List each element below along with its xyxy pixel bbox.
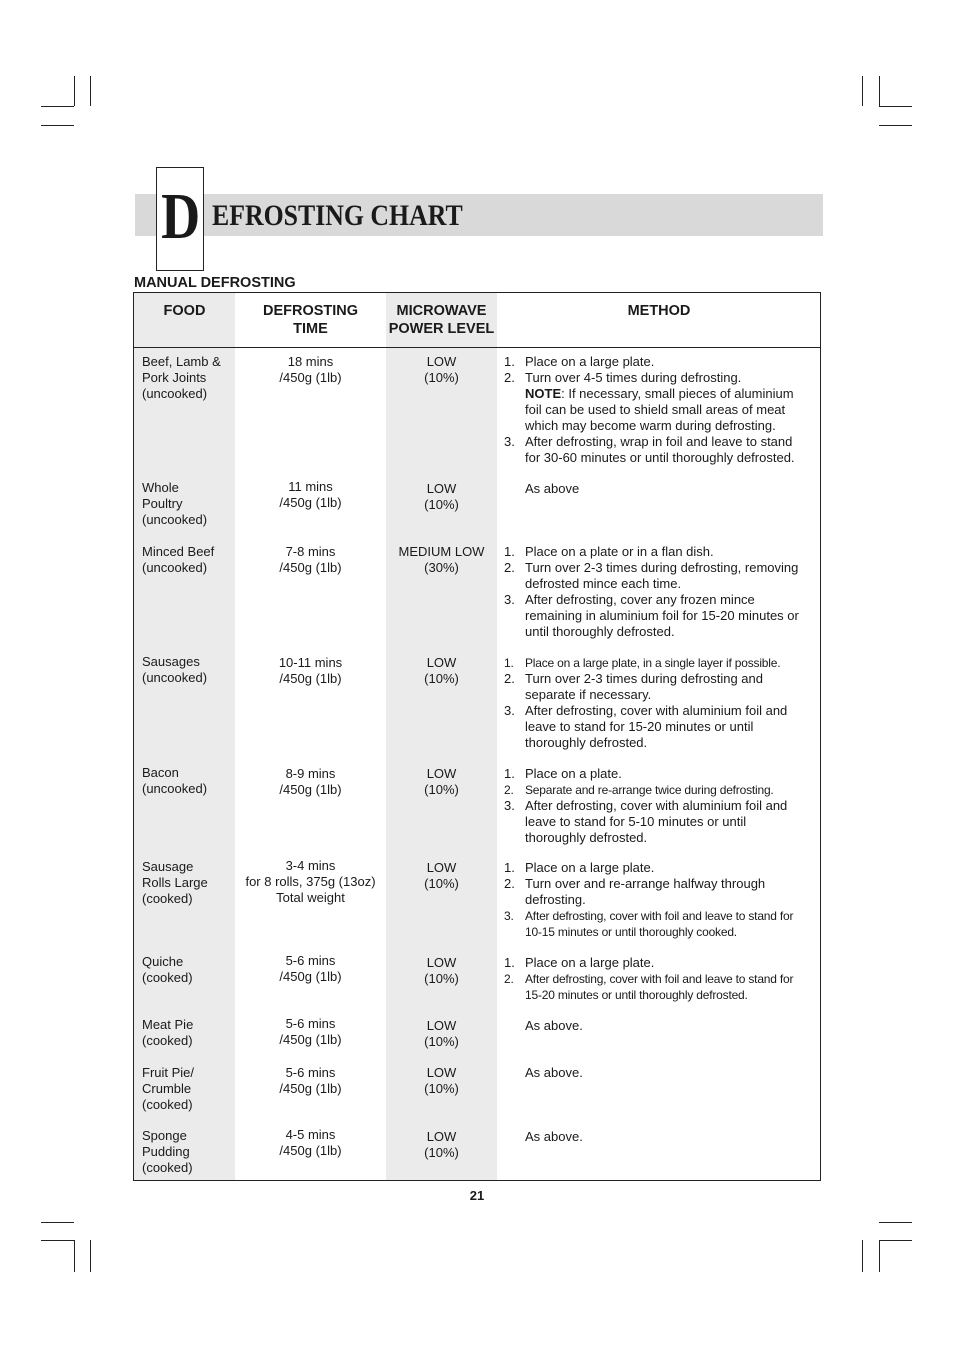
method-step: 3. After defrosting, cover with foil and leave to stand for 10-15 minutes or until thoroughly cooked. (504, 909, 794, 939)
method-note: NOTE: If necessary, small pieces of aluminium foil can be used to shield small areas of meat which may become warm during defrosting. (525, 386, 794, 433)
time-cell: 4-5 mins /450g (1lb) (279, 1127, 342, 1158)
method-step: As above. (525, 1018, 583, 1033)
method-step: 3. After defrosting, cover with aluminium foil and leave to stand for 15-20 minutes or until thoroughly defrosted. (504, 703, 788, 750)
method-cell (504, 655, 816, 751)
method-step: As above (525, 481, 580, 496)
method-step: 2. Turn over 2-3 times during defrosting, removing defrosted mince each time. (504, 560, 799, 591)
method-step: 1. Place on a plate or in a flan dish. (504, 544, 714, 559)
crop-mark (74, 1240, 75, 1272)
crop-mark (879, 1240, 912, 1241)
food-cell: Meat Pie (cooked) (142, 1017, 194, 1048)
power-cell: LOW (10%) (424, 655, 459, 686)
defrosting-table (133, 292, 821, 1181)
power-cell: LOW (10%) (424, 1129, 459, 1160)
crop-mark (862, 1240, 863, 1272)
method-cell (504, 766, 816, 846)
power-cell: LOW (10%) (424, 1065, 459, 1096)
method-cell (504, 1129, 816, 1145)
crop-mark (879, 1240, 880, 1272)
power-cell: LOW (10%) (424, 1018, 459, 1049)
crop-mark (41, 125, 74, 126)
method-step: 1. Place on a large plate. (504, 354, 655, 369)
method-step: 2. Turn over 2-3 times during defrosting and separate if necessary. (504, 671, 763, 702)
method-cell (504, 1065, 816, 1081)
method-cell (504, 955, 816, 1003)
method-step: 1. Place on a large plate, in a single layer if possible. (504, 656, 781, 670)
power-cell: MEDIUM LOW (30%) (398, 544, 485, 575)
power-cell: LOW (10%) (424, 955, 459, 986)
food-cell: Beef, Lamb & Pork Joints (uncooked) (142, 354, 221, 401)
crop-mark (879, 106, 912, 107)
column-header-method: METHOD (627, 303, 691, 319)
food-cell: Quiche (cooked) (142, 954, 193, 985)
power-cell: LOW (10%) (424, 766, 459, 797)
method-step: 1. Place on a large plate. (504, 860, 655, 875)
column-header-time: DEFROSTING TIME (262, 303, 359, 337)
method-step: 2. Turn over 4-5 times during defrosting. (504, 370, 742, 385)
page-title: EFROSTING CHART (212, 199, 463, 232)
crop-mark (879, 1222, 912, 1223)
crop-mark (90, 1240, 91, 1272)
food-cell: Whole Poultry (uncooked) (142, 480, 208, 527)
food-cell: Sponge Pudding (cooked) (142, 1128, 193, 1175)
method-cell (504, 481, 816, 497)
time-cell: 11 mins /450g (1lb) (279, 479, 342, 510)
time-cell: 10-11 mins /450g (1lb) (278, 655, 343, 686)
time-cell: 18 mins /450g (1lb) (279, 354, 342, 385)
page-number: 21 (469, 1188, 485, 1203)
time-cell: 5-6 mins /450g (1lb) (279, 1016, 342, 1047)
power-cell: LOW (10%) (424, 354, 459, 385)
food-cell: Sausage Rolls Large (cooked) (142, 859, 208, 906)
crop-mark (862, 76, 863, 106)
crop-mark (41, 106, 74, 107)
crop-mark (879, 76, 880, 106)
food-cell: Fruit Pie/ Crumble (cooked) (142, 1065, 195, 1112)
crop-mark (879, 125, 912, 126)
method-step: 3. After defrosting, wrap in foil and leave to stand for 30-60 minutes or until thoroughly defrosted. (504, 434, 795, 465)
crop-mark (90, 76, 91, 106)
method-step: 2. After defrosting, cover with foil and leave to stand for 15-20 minutes or until thoroughly defrosted. (504, 972, 794, 1002)
note-label: NOTE (525, 386, 562, 401)
power-cell: LOW (10%) (424, 481, 459, 512)
method-cell (504, 1018, 816, 1034)
method-step: As above. (525, 1065, 583, 1080)
method-step: 1. Place on a large plate. (504, 955, 655, 970)
food-cell: Minced Beef (uncooked) (142, 544, 215, 575)
time-cell: 8-9 mins /450g (1lb) (279, 766, 342, 797)
column-header-power: MICROWAVE POWER LEVEL (388, 303, 495, 337)
column-header-food: FOOD (163, 303, 206, 319)
time-cell: 5-6 mins /450g (1lb) (279, 953, 342, 984)
method-cell (504, 860, 816, 940)
section-heading: MANUAL DEFROSTING (134, 275, 296, 291)
time-cell: 7-8 mins /450g (1lb) (279, 544, 342, 575)
method-cell (504, 544, 816, 640)
time-cell: 3-4 mins for 8 rolls, 375g (13oz) Total weight (245, 858, 376, 905)
food-cell: Sausages (uncooked) (142, 654, 208, 685)
method-cell (504, 354, 816, 466)
method-step: 3. After defrosting, cover any frozen mince remaining in aluminium foil for 15-20 minutes or until thoroughly defrosted. (504, 592, 799, 639)
crop-mark (41, 1222, 74, 1223)
method-step: 1. Place on a plate. (504, 766, 622, 781)
header-divider (134, 347, 820, 348)
title-initial: D (161, 180, 201, 253)
method-step: 3. After defrosting, cover with aluminium foil and leave to stand for 5-10 minutes or until thoroughly defrosted. (504, 798, 788, 845)
crop-mark (74, 76, 75, 106)
method-step: 2. Turn over and re-arrange halfway through defrosting. (504, 876, 766, 907)
food-cell: Bacon (uncooked) (142, 765, 208, 796)
power-cell: LOW (10%) (424, 860, 459, 891)
crop-mark (41, 1240, 74, 1241)
method-step: 2. Separate and re-arrange twice during defrosting. (504, 783, 774, 797)
method-step: As above. (525, 1129, 583, 1144)
title-initial-box (156, 167, 204, 271)
time-cell: 5-6 mins /450g (1lb) (279, 1065, 342, 1096)
